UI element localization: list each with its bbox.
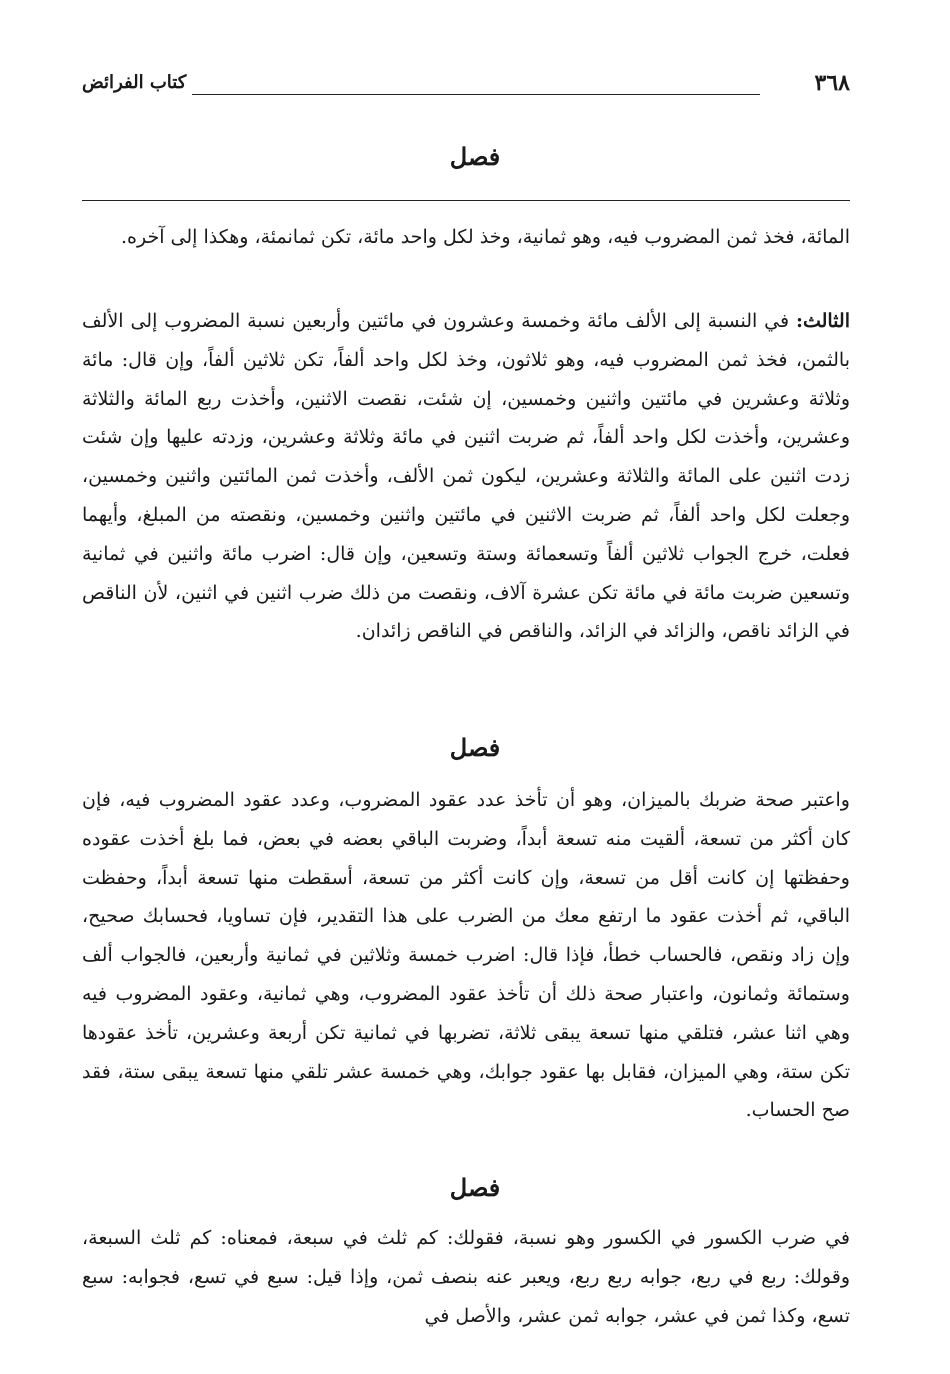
page-number: ٣٦٨ (814, 70, 850, 96)
paragraph-third-text: في النسبة إلى الألف مائة وخمسة وعشرون في مائتين وأربعين نسبة المضروب إلى الألف بالثمن، فخذ ثمن المضروب فيه، وهو ثلاثون، وخذ لكل واحد ألفاً، تكن ثلاثين ألفاً، وإن قال: مائة وثلاثة وعشرين في مائتين واثنين وخمسين، إن شئت، نقصت الاثنين، وأخذت ربع المائة والثلاثة وعشرين، وأخذت لكل واحد ألفاً، ثم ضربت اثنين في مائة وثلاثة وعشرين، وزدته عليها وإن شئت زدت اثنين على المائة والثلاثة وعشرين، ليكون ثمن الألف، وأخذت ثمن المائتين واثنين وخمسين، وجعلت لكل واحد ألفاً، ثم ضربت الاثنين في مائتين واثنين وخمسين، ونقصته من المبلغ، وأيهما فعلت، خرج الجواب ثلاثين ألفاً وتسعمائة وستة وتسعين، وإن قال: اضرب مائة واثنين في ثمانية وتسعين ضربت مائة في مائة تكن عشرة آلاف، ونقصت من ذلك ضرب اثنين في اثنين، لأن الناقص في الزائد ناقص، والزائد في الزائد، والناقص في الناقص زائدان. (82, 310, 850, 643)
paragraph-fractions (82, 1219, 850, 1335)
header-rule (192, 94, 760, 95)
section-title-3: فصل (449, 1173, 501, 1202)
running-header (82, 70, 850, 100)
paragraph-scale-check-text: واعتبر صحة ضربك بالميزان، وهو أن تأخذ عدد عقود المضروب، وعدد عقود المضروب فيه، فإن كان أكثر من تسعة، ألقيت منه تسعة أبداً، وضربت الباقي بعضه في بعض، فما بلغ أخذت عقوده وحفظتها إن كانت أقل من تسعة، وإن كانت أكثر من تسعة، أسقطت منها تسعة أبداً، وحفظت الباقي، ثم أخذت عقود ما ارتفع معك من الضرب على هذا التقدير، فإن تساويا، فحسابك صحيح، وإن زاد ونقص، فالحساب خطأ، فإذا قال: اضرب خمسة وثلاثين في ثمانية وأربعين، فالجواب ألف وستمائة وثمانون، واعتبار صحة ذلك أن تأخذ عقود المضروب، وهي ثمانية، وعقود المضروب فيه وهي اثنا عشر، فتلقي منها تسعة يبقى ثلاثة، تضربها في ثمانية تكن أربعة وعشرين، تأخذ عقودها تكن ستة، وهي الميزان، فقابل بها عقود جوابك، وهي خمسة عشر تلقي منها تسعة يبقى ستة، فقد صح الحساب. (82, 789, 850, 1122)
book-title: كتاب الفرائض (82, 72, 187, 93)
paragraph-third (82, 302, 850, 651)
section-title-2: فصل (449, 733, 501, 762)
paragraph-third-lead: الثالث: (795, 310, 850, 332)
paragraph-fractions-text: في ضرب الكسور في الكسور وهو نسبة، فقولك: كم ثلث في سبعة، فمعناه: كم ثلث السبعة، وقولك: ربع في ربع، جوابه ربع ربع، ويعبر عنه بنصف ثمن، وإذا قيل: سبع في تسع، فجوابه: سبع تسع، وكذا ثمن في عشر، جوابه ثمن عشر، والأصل في (82, 1227, 850, 1327)
paragraph-scale-check (82, 781, 850, 1130)
section-title-1: فصل (449, 142, 501, 171)
paragraph-continuation-text: المائة، فخذ ثمن المضروب فيه، وهو ثمانية، وخذ لكل واحد مائة، تكن ثمانمئة، وهكذا إلى آخره. (120, 226, 850, 248)
paragraph-continuation (82, 218, 850, 257)
title-rule (82, 200, 850, 201)
